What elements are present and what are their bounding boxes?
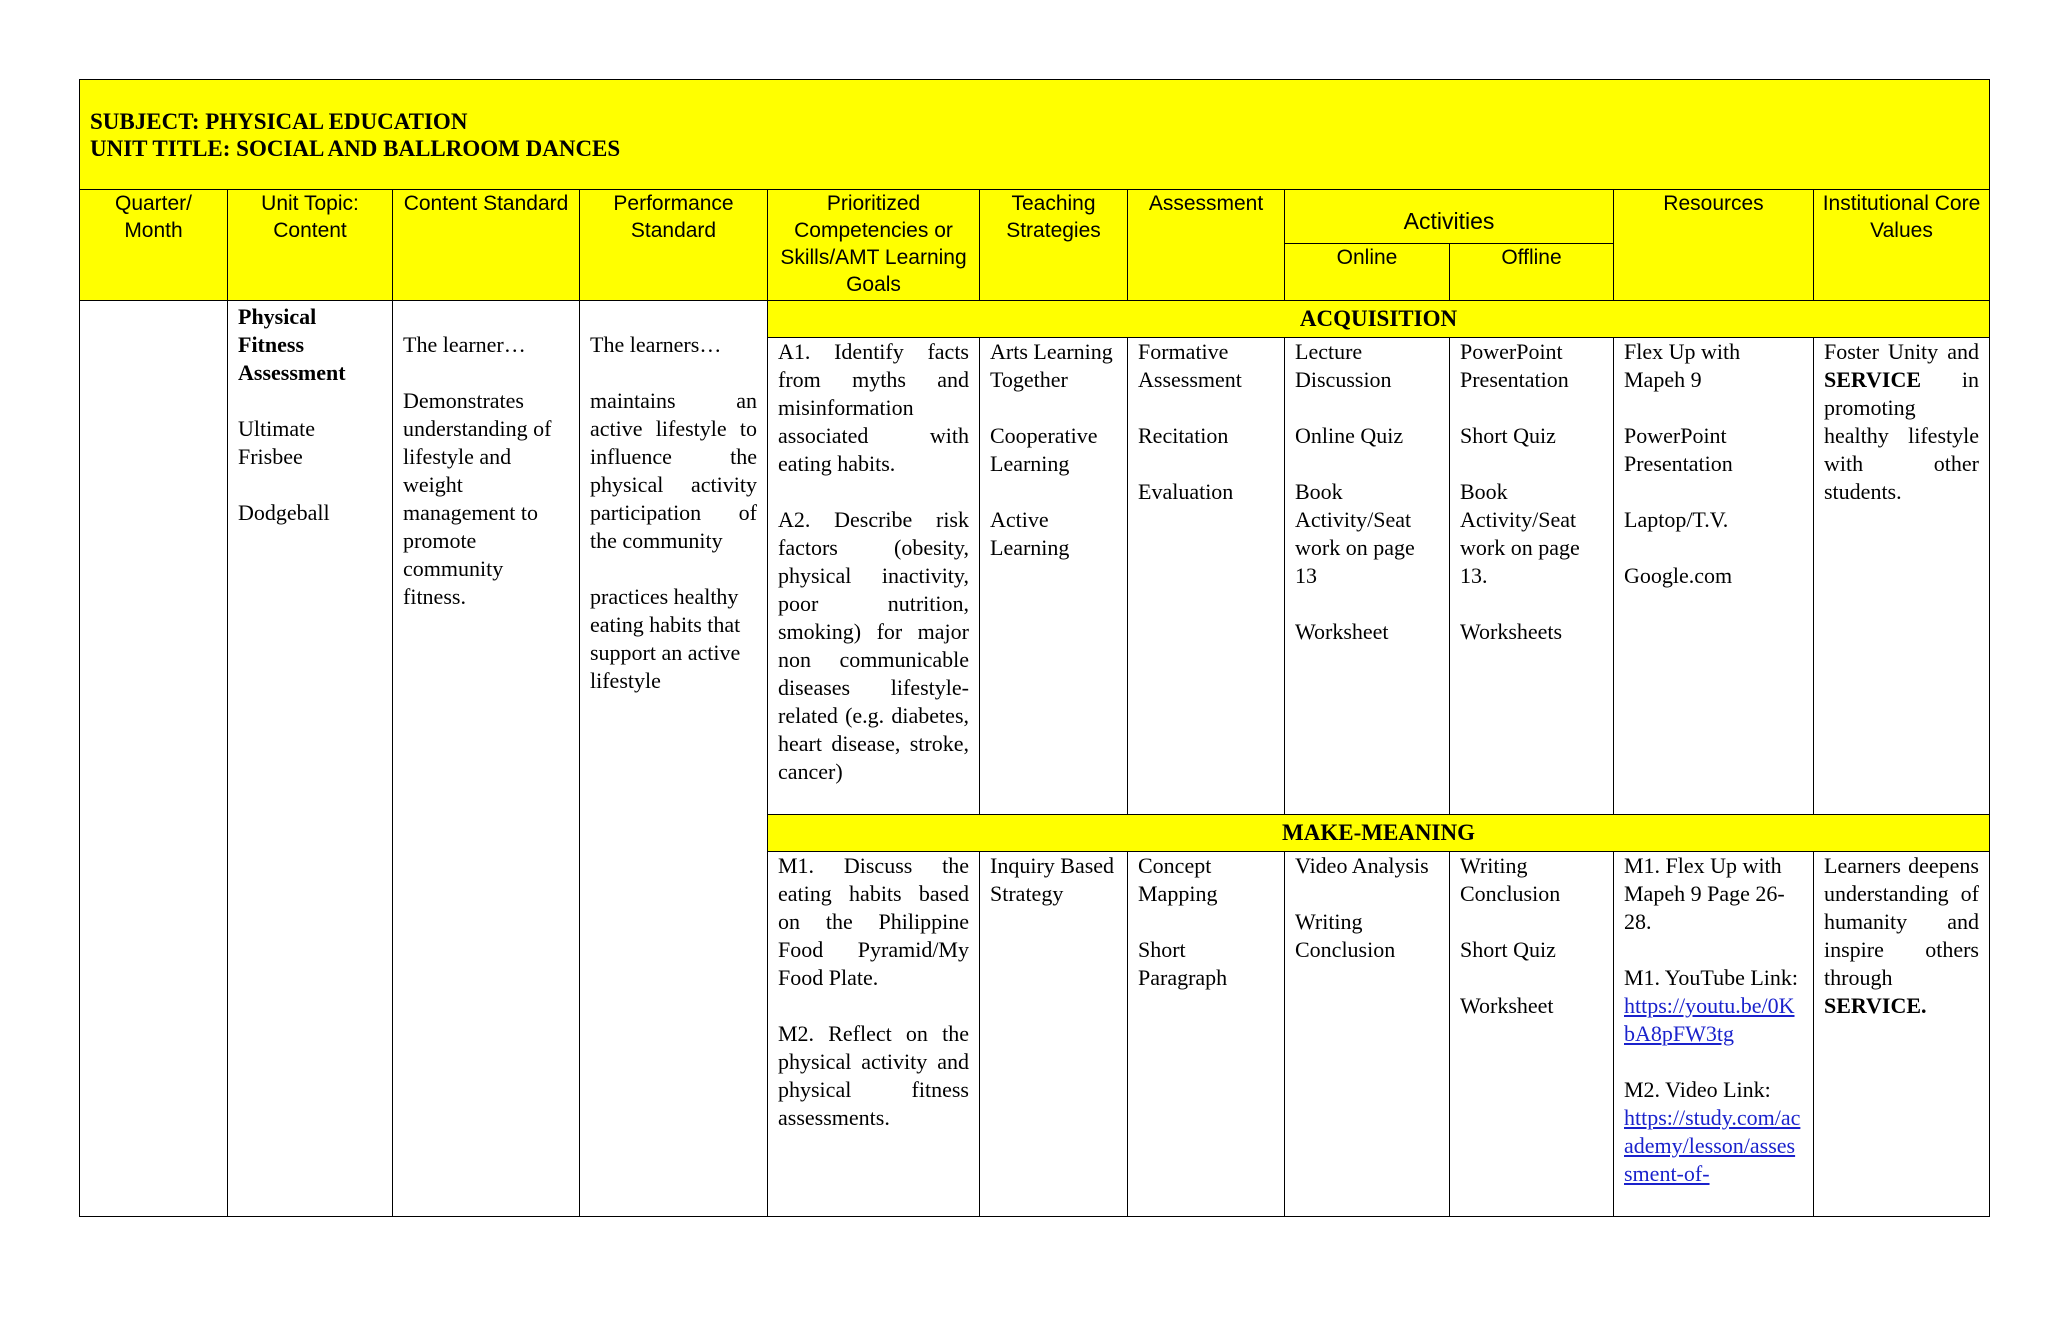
teaching-item: Inquiry Based Strategy [990, 853, 1115, 906]
competency-item: A2. Describe risk factors (obesity, physical inactivity, poor nutrition, smoking) for major non communicable diseases lifestyle-related (e.g. diabetes, heart disease, stroke, cancer) [778, 507, 969, 784]
quarter-cell [80, 301, 228, 1217]
performance-standard-text: practices healthy eating habits that support an active lifestyle [590, 584, 741, 693]
col-header-unit-topic: Unit Topic: Content [228, 190, 393, 301]
resources-cell [1614, 338, 1814, 815]
youtube-link[interactable]: https://youtu.be/0KbA8pFW3tg [1624, 993, 1795, 1046]
section-label-acquisition: ACQUISITION [768, 301, 1990, 338]
col-header-teaching-strategies: Teaching Strategies [980, 190, 1128, 301]
resource-item: M2. Video Link: [1624, 1077, 1771, 1102]
offline-activities-cell [1450, 852, 1614, 1217]
resource-item: Google.com [1624, 563, 1733, 588]
resource-item: Laptop/T.V. [1624, 507, 1729, 532]
offline-activities-cell [1450, 338, 1614, 815]
col-header-core-values: Institutional Core Values [1814, 190, 1990, 301]
assessment-item: Short Paragraph [1138, 937, 1228, 990]
assessment-item: Recitation [1138, 423, 1229, 448]
online-activity: Lecture Discussion [1295, 339, 1392, 392]
assessment-item: Formative Assessment [1138, 339, 1242, 392]
offline-activity: Short Quiz [1460, 423, 1556, 448]
col-header-resources: Resources [1614, 190, 1814, 301]
resources-cell [1614, 852, 1814, 1217]
col-header-competencies: Prioritized Competencies or Skills/AMT Learning Goals [768, 190, 980, 301]
offline-activity: Book Activity/Seat work on page 13. [1460, 479, 1580, 588]
unit-topic-title: Physical Fitness Assessment [238, 304, 346, 385]
offline-activity: Worksheet [1460, 993, 1554, 1018]
core-value-emphasis: SERVICE. [1824, 993, 1927, 1018]
online-activity: Worksheet [1295, 619, 1389, 644]
assessment-cell [1128, 852, 1285, 1217]
competency-item: M1. Discuss the eating habits based on the Philippine Food Pyramid/My Food Plate. [778, 853, 969, 990]
assessment-cell [1128, 338, 1285, 815]
teaching-item: Active Learning [990, 507, 1070, 560]
competency-item: A1. Identify facts from myths and misinformation associated with eating habits. [778, 339, 969, 476]
unit-topic-cell [228, 301, 393, 1217]
resource-item: Flex Up with Mapeh 9 [1624, 339, 1741, 392]
curriculum-map [79, 79, 1989, 1217]
core-value-text: Learners deepens understanding of humanity and inspire others through [1824, 853, 1979, 990]
teaching-item: Cooperative Learning [990, 423, 1098, 476]
competency-cell [768, 852, 980, 1217]
unit-title: UNIT TITLE: SOCIAL AND BALLROOM DANCES [90, 135, 621, 161]
section-label-make-meaning: MAKE-MEANING [768, 815, 1990, 852]
teaching-cell [980, 852, 1128, 1217]
assessment-item: Concept Mapping [1138, 853, 1218, 906]
offline-activity: Writing Conclusion [1460, 853, 1561, 906]
online-activity: Video Analysis [1295, 853, 1429, 878]
core-values-cell [1814, 852, 1990, 1217]
competency-cell [768, 338, 980, 815]
core-values-cell [1814, 338, 1990, 815]
content-standard-cell [393, 301, 580, 1217]
online-activities-cell [1285, 338, 1450, 815]
content-standard-intro: The learner… [403, 332, 526, 357]
col-header-performance-standard: Performance Standard [580, 190, 768, 301]
resource-item: M1. Flex Up with Mapeh 9 Page 26-28. [1624, 853, 1785, 934]
resource-item: PowerPoint Presentation [1624, 423, 1733, 476]
col-header-activities: Activities [1285, 190, 1614, 244]
study-com-link[interactable]: https://study.com/academy/lesson/assessment-of- [1624, 1105, 1801, 1186]
title-banner [80, 80, 1990, 190]
teaching-cell [980, 338, 1128, 815]
curriculum-table [79, 79, 1990, 1217]
online-activity: Writing Conclusion [1295, 909, 1396, 962]
teaching-item: Arts Learning Together [990, 339, 1113, 392]
online-activity: Online Quiz [1295, 423, 1404, 448]
resource-item: M1. YouTube Link: [1624, 965, 1799, 990]
content-standard-text: Demonstrates understanding of lifestyle and weight management to promote community fitness. [403, 388, 552, 609]
offline-activity: Worksheets [1460, 619, 1563, 644]
col-header-online: Online [1285, 244, 1450, 301]
performance-standard-text: maintains an active lifestyle to influence the physical activity participation of the community [590, 388, 757, 553]
competency-item: M2. Reflect on the physical activity and physical fitness assessments. [778, 1021, 969, 1130]
unit-topic-item: Ultimate Frisbee [238, 416, 315, 469]
core-value-text: Foster Unity and [1824, 339, 1979, 364]
online-activities-cell [1285, 852, 1450, 1217]
col-header-content-standard: Content Standard [393, 190, 580, 301]
core-value-emphasis: SERVICE [1824, 367, 1922, 392]
assessment-item: Evaluation [1138, 479, 1234, 504]
unit-topic-item: Dodgeball [238, 500, 330, 525]
subject-title: SUBJECT: PHYSICAL EDUCATION [90, 108, 468, 134]
col-header-assessment: Assessment [1128, 190, 1285, 301]
offline-activity: PowerPoint Presentation [1460, 339, 1569, 392]
online-activity: Book Activity/Seat work on page 13 [1295, 479, 1415, 588]
performance-standard-cell [580, 301, 768, 1217]
performance-standard-intro: The learners… [590, 332, 722, 357]
offline-activity: Short Quiz [1460, 937, 1556, 962]
col-header-quarter: Quarter/ Month [80, 190, 228, 301]
col-header-offline: Offline [1450, 244, 1614, 301]
core-value-text: in promoting healthy lifestyle with other students. [1824, 367, 1979, 504]
